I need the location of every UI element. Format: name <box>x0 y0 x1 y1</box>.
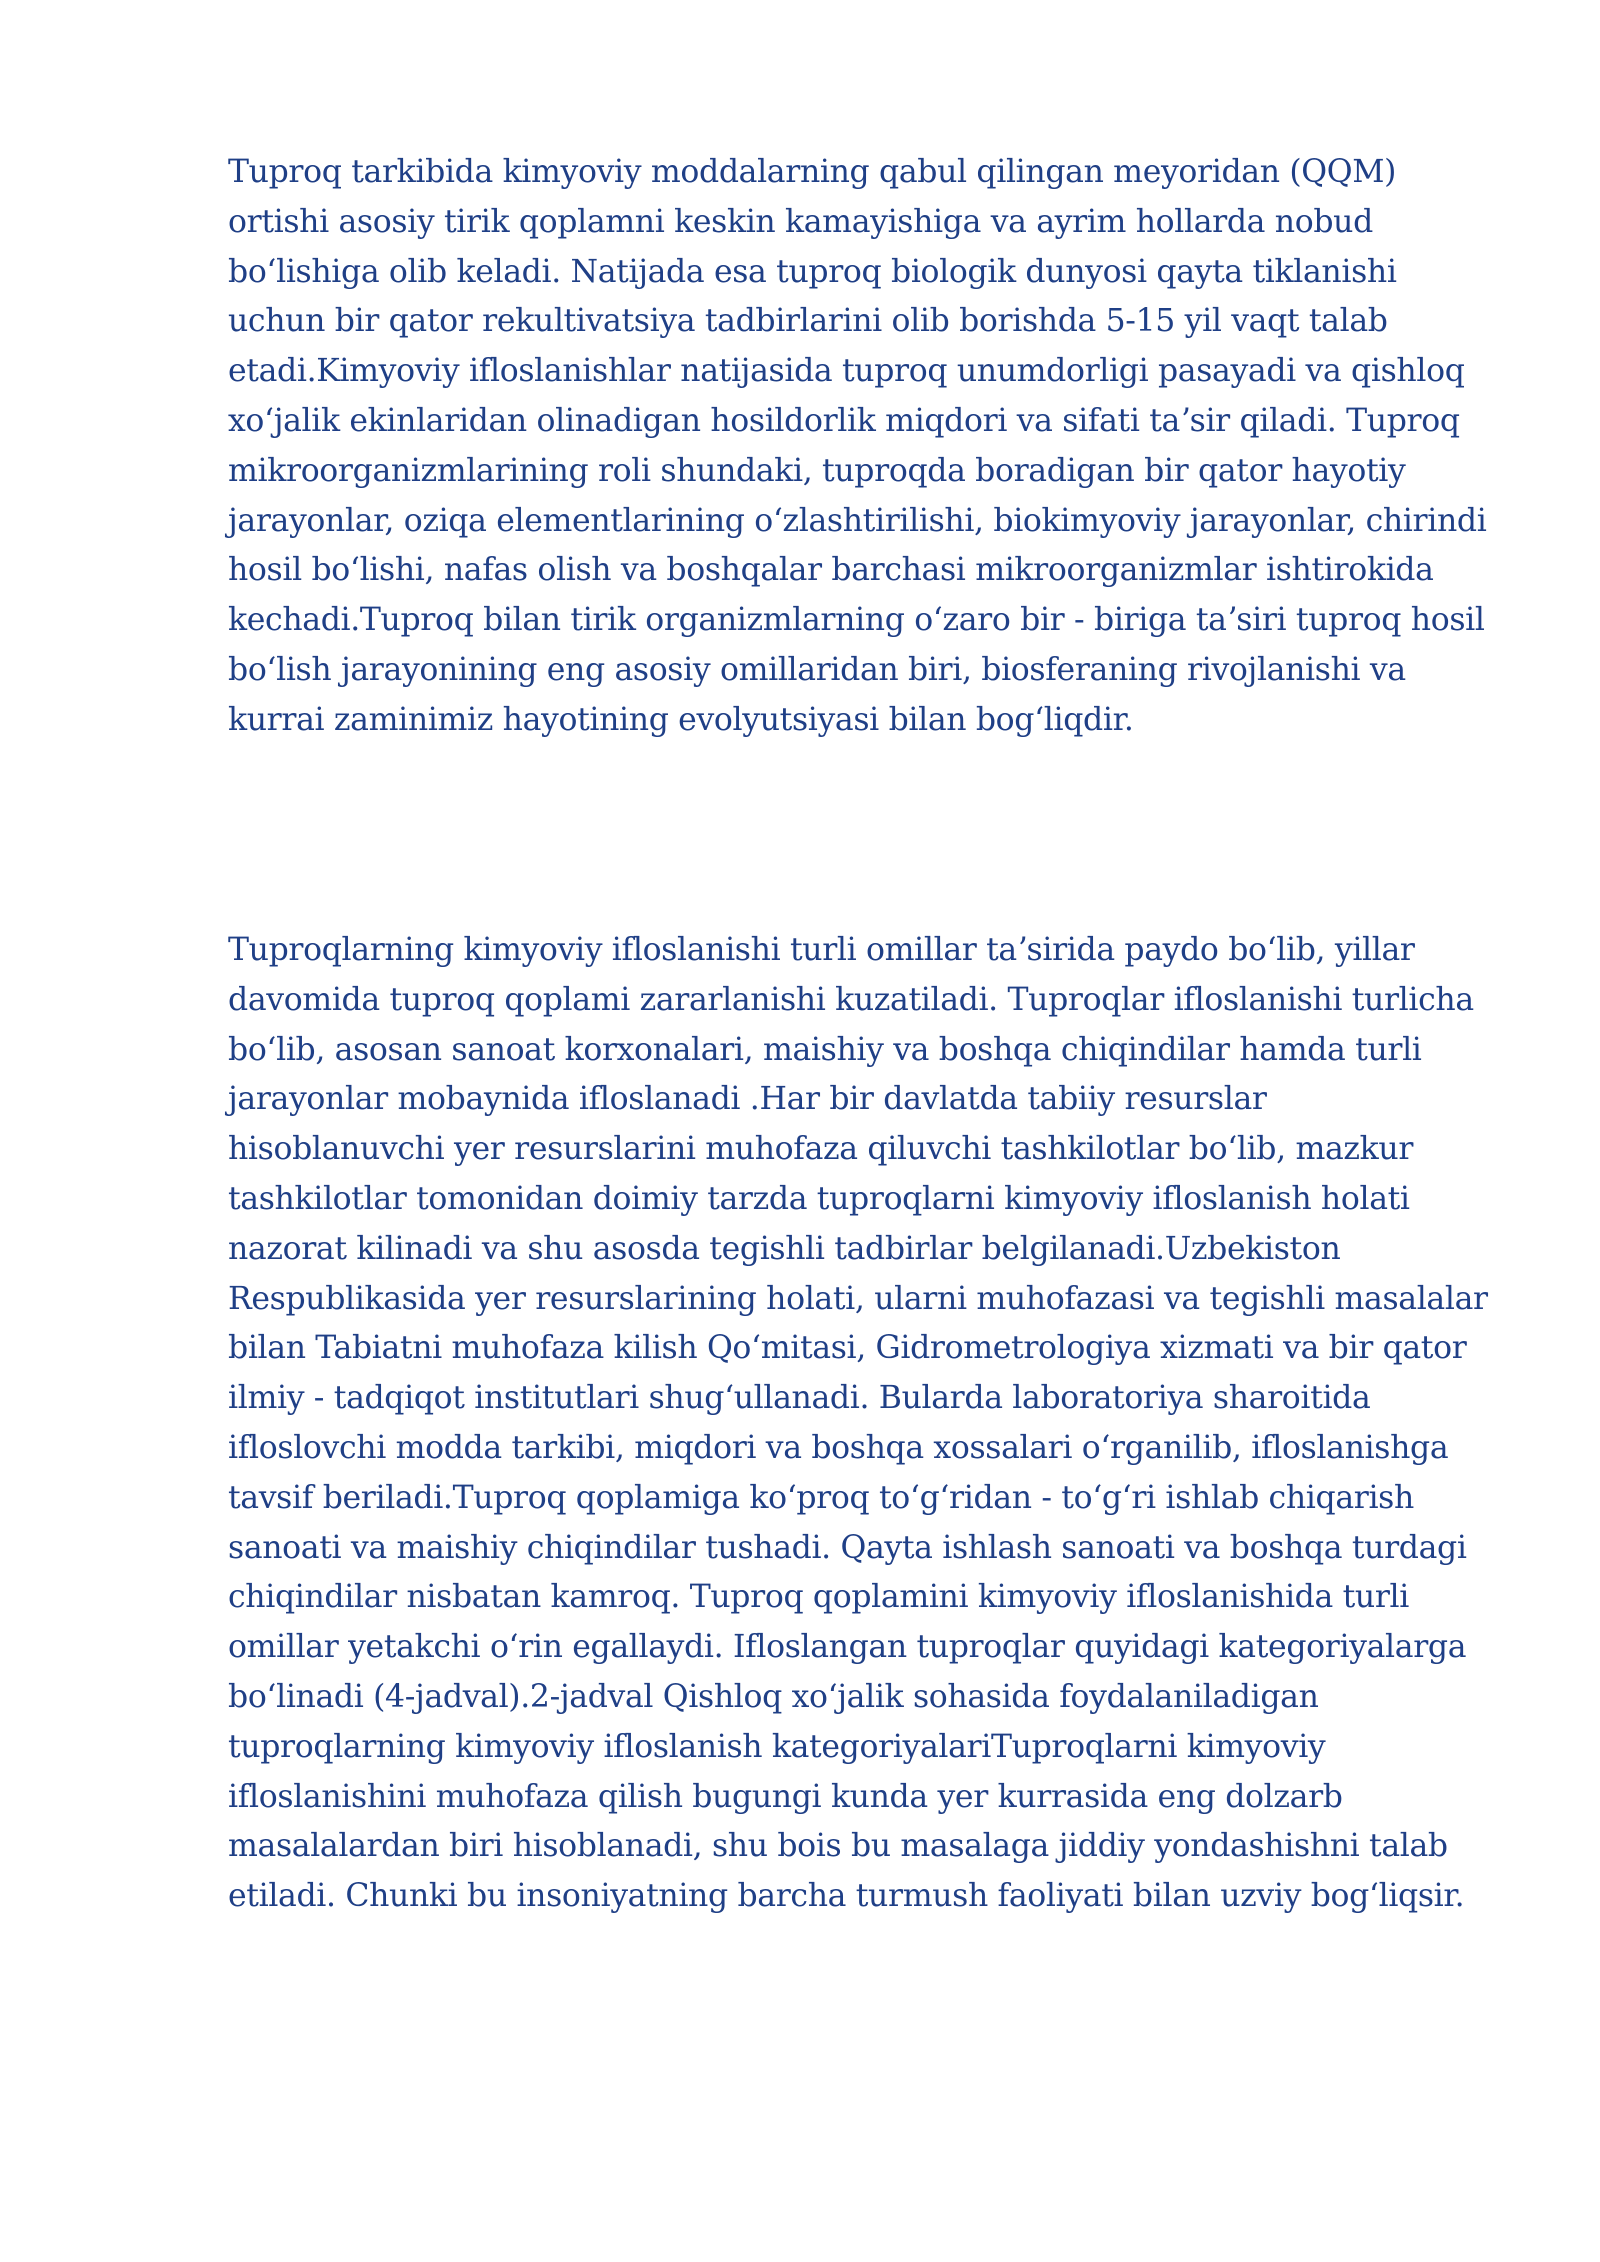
body-paragraph-1: Tuproq tarkibida kimyoviy moddalarning qabul qilingan meyoridan (QQM) ortishi asosiy tirik qoplamni keskin kamayishiga va ayrim hollarda nobud boʻlishiga olib keladi. Natijada esa tuproq biologik dunyosi qayta tiklanishi uchun bir qator rekultivatsiya tadbirlarini olib borishda 5-15 yil vaqt talab etadi.Kimyoviy ifloslanishlar natijasida tuproq unumdorligi pasayadi va qishloq xoʻjalik ekinlaridan olinadigan hosildorlik miqdori va sifati taʼsir qiladi. Tuproq mikroorganizmlarining roli shundaki, tuproqda boradigan bir qator hayotiy jarayonlar, oziqa elementlarining oʻzlashtirilishi, biokimyoviy jarayonlar, chirindi hosil boʻlishi, nafas olish va boshqalar barchasi mikroorganizmlar ishtirokida kechadi.Tuproq bilan tirik organizmlarning oʻzaro bir - biriga taʼsiri tuproq hosil boʻlish jarayonining eng asosiy omillaridan biri, biosferaning rivojlanishi va kurrai zaminimiz hayotining evolyutsiyasi bilan bogʻliqdir. <box>228 154 1487 738</box>
body-paragraph-2: Tuproqlarning kimyoviy ifloslanishi turli omillar taʼsirida paydo boʻlib, yillar davomida tuproq qoplami zararlanishi kuzatiladi. Tuproqlar ifloslanishi turlicha boʻlib, asosan sanoat korxonalari, maishiy va boshqa chiqindilar hamda turli jarayonlar mobaynida ifloslanadi .Har bir davlatda tabiiy resurslar hisoblanuvchi yer resurslarini muhofaza qiluvchi tashkilotlar boʻlib, mazkur tashkilotlar tomonidan doimiy tarzda tuproqlarni kimyoviy ifloslanish holati nazorat kilinadi va shu asosda tegishli tadbirlar belgilanadi.Uzbekiston Respublikasida yer resurslarining holati, ularni muhofazasi va tegishli masalalar bilan Tabiatni muhofaza kilish Qoʻmitasi, Gidrometrologiya xizmati va bir qator ilmiy - tadqiqot institutlari shugʻullanadi. Bularda laboratoriya sharoitida ifloslovchi modda tarkibi, miqdori va boshqa xossalari oʻrganilib, ifloslanishga tavsif beriladi.Tuproq qoplamiga koʻproq toʻgʻridan - toʻgʻri ishlab chiqarish sanoati va maishiy chiqindilar tushadi. Qayta ishlash sanoati va boshqa turdagi chiqindilar nisbatan kamroq. Tuproq qoplamini kimyoviy ifloslanishida turli omillar yetakchi oʻrin egallaydi. Ifloslangan tuproqlar quyidagi kategoriyalarga boʻlinadi (4-jadval).2-jadval Qishloq xoʻjalik sohasida foydalaniladigan tuproqlarning kimyoviy ifloslanish kategoriyalariTuproqlarni kimyoviy ifloslanishini muhofaza qilish bugungi kunda yer kurrasida eng dolzarb masalalardan biri hisoblanadi, shu bois bu masalaga jiddiy yondashishni talab etiladi. Chunki bu insoniyatning barcha turmush faoliyati bilan uzviy bogʻliqsir. <box>228 932 1488 1915</box>
